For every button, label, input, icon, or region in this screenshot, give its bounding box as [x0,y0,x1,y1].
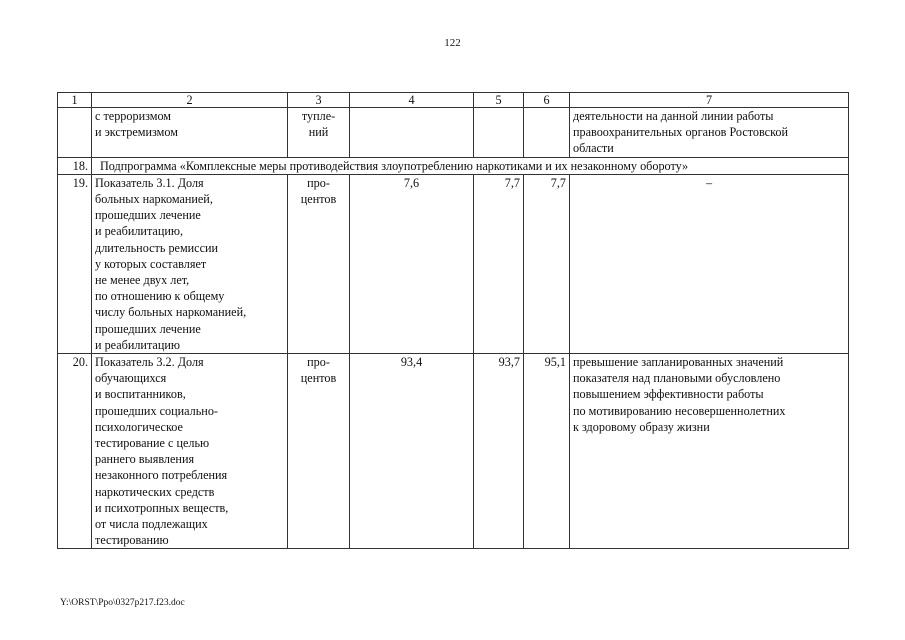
column-number-5: 5 [474,93,524,108]
table-row [58,354,849,549]
value-col6 [524,108,570,158]
unit-cell: про- центов [288,174,350,353]
column-number-1: 1 [58,93,92,108]
note-cell: деятельности на данной линии работы правоохранительных органов Ростовской области [570,108,849,158]
value-col6: 7,7 [524,174,570,353]
row-number: 20. [58,354,92,549]
row-number: 19. [58,174,92,353]
indicator-name: Показатель 3.2. Доля обучающихся и воспитанников, прошедших социально- психологическое тестирование с целью раннего выявления незаконного потребления наркотических средств и психотропных веществ, от числа подлежащих тестированию [92,354,288,549]
note-cell: превышение запланированных значений показателя над плановыми обусловлено повышением эффективности работы по мотивированию несовершеннолетних к здоровому образу жизни [570,354,849,549]
column-number-6: 6 [524,93,570,108]
unit-cell: про- центов [288,354,350,549]
document-file-path: Y:\ORST\Ppo\0327p217.f23.doc [60,598,185,608]
value-col4 [350,108,474,158]
indicators-table [57,92,849,549]
column-number-4: 4 [350,93,474,108]
value-col4: 7,6 [350,174,474,353]
value-col5: 93,7 [474,354,524,549]
subprogram-title: Подпрограмма «Комплексные меры противодействия злоупотреблению наркотиками и их незаконному обороту» [92,157,849,174]
column-number-row [58,93,849,108]
row-number: 18. [58,157,92,174]
value-col5: 7,7 [474,174,524,353]
table-row [58,108,849,158]
value-col5 [474,108,524,158]
row-number [58,108,92,158]
value-col6: 95,1 [524,354,570,549]
page-number: 122 [444,37,461,49]
value-col4: 93,4 [350,354,474,549]
table-row [58,174,849,353]
unit-cell: тупле- ний [288,108,350,158]
column-number-7: 7 [570,93,849,108]
column-number-3: 3 [288,93,350,108]
indicator-name: Показатель 3.1. Доля больных наркоманией, прошедших лечение и реабилитацию, длительность ремиссии у которых составляет не менее двух лет, по отношению к общему числу больных наркоманией, прошедших лечение и реабилитацию [92,174,288,353]
indicator-name: с терроризмом и экстремизмом [92,108,288,158]
note-cell: – [570,174,849,353]
column-number-2: 2 [92,93,288,108]
subprogram-row [58,157,849,174]
